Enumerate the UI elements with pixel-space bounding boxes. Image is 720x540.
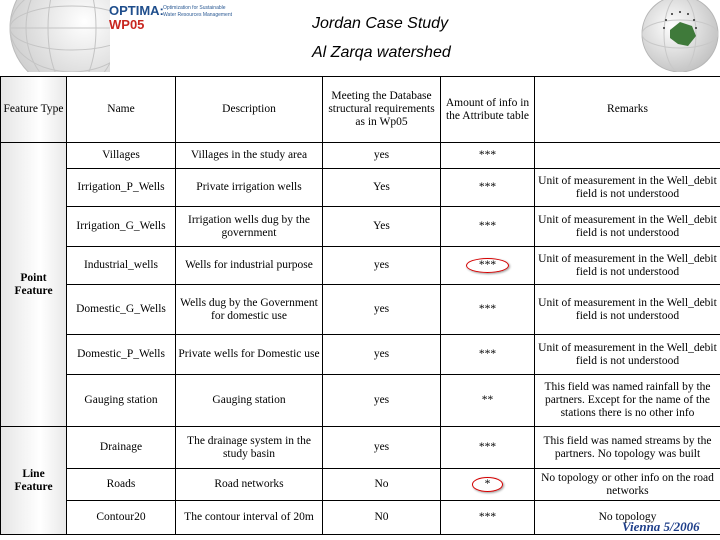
- cell-amount: ***: [441, 285, 535, 335]
- cell-amount: [441, 247, 535, 285]
- cell-meeting: No: [323, 469, 441, 501]
- tagline-line2: Water Resources Management: [163, 12, 233, 18]
- table-row: [1, 285, 720, 335]
- slide-header: [0, 0, 720, 72]
- tagline-line1: Optimization for Sustainable: [163, 5, 226, 11]
- brand-workpackage: WP05: [109, 17, 145, 32]
- cell-amount: ***: [441, 501, 535, 535]
- cell-name: Domestic_P_Wells: [67, 335, 176, 375]
- cell-remarks: This field was named rainfall by the partners. Except for the name of the stations there is no other info: [535, 375, 720, 427]
- cell-description: Gauging station: [176, 375, 323, 427]
- cell-description: The contour interval of 20m: [176, 501, 323, 535]
- cell-amount: ***: [441, 427, 535, 469]
- cell-description: Wells dug by the Government for domestic use: [176, 285, 323, 335]
- table-row: [1, 501, 720, 535]
- cell-meeting: Yes: [323, 207, 441, 247]
- cell-description: Irrigation wells dug by the government: [176, 207, 323, 247]
- slide-subtitle: Al Zarqa watershed: [312, 44, 451, 61]
- cell-remarks: No topology: [535, 501, 720, 535]
- cell-meeting: N0: [323, 501, 441, 535]
- cell-meeting: yes: [323, 427, 441, 469]
- brand: [109, 4, 164, 32]
- cell-amount: ***: [441, 335, 535, 375]
- cell-name: Irrigation_P_Wells: [67, 169, 176, 207]
- table-row: [1, 375, 720, 427]
- cell-amount: ***: [441, 143, 535, 169]
- table-row: [1, 469, 720, 501]
- cell-meeting: yes: [323, 335, 441, 375]
- footer-date: Vienna 5/2006: [622, 519, 700, 534]
- table-row: [1, 143, 720, 169]
- cell-name: Irrigation_G_Wells: [67, 207, 176, 247]
- table-row: [1, 207, 720, 247]
- header-remarks: Remarks: [535, 77, 720, 143]
- header-name: Name: [67, 77, 176, 143]
- cell-remarks: [535, 143, 720, 169]
- cell-meeting: yes: [323, 375, 441, 427]
- cell-name: Drainage: [67, 427, 176, 469]
- group-point-feature: Point Feature: [1, 143, 67, 427]
- header-description: Description: [176, 77, 323, 143]
- cell-amount: [441, 469, 535, 501]
- header-amount-info: Amount of info in the Attribute table: [441, 77, 535, 143]
- cell-remarks: Unit of measurement in the Well_debit field is not understood: [535, 169, 720, 207]
- table-row: [1, 247, 720, 285]
- cell-amount: ***: [441, 207, 535, 247]
- cell-remarks: This field was named streams by the partners. No topology was built: [535, 427, 720, 469]
- brand-name: OPTIMA:: [109, 3, 164, 18]
- globe-logo: [0, 0, 110, 72]
- cell-meeting: Yes: [323, 169, 441, 207]
- cell-description: Villages in the study area: [176, 143, 323, 169]
- cell-meeting: yes: [323, 285, 441, 335]
- brand-tagline: [163, 5, 263, 19]
- cell-remarks: Unit of measurement in the Well_debit field is not understood: [535, 247, 720, 285]
- cell-description: Private irrigation wells: [176, 169, 323, 207]
- cell-description: Road networks: [176, 469, 323, 501]
- cell-name: Contour20: [67, 501, 176, 535]
- cell-remarks: Unit of measurement in the Well_debit field is not understood: [535, 207, 720, 247]
- group-line-feature: Line Feature: [1, 427, 67, 535]
- table-row: [1, 427, 720, 469]
- cell-name: Villages: [67, 143, 176, 169]
- cell-description: Wells for industrial purpose: [176, 247, 323, 285]
- slide-title: Jordan Case Study: [312, 15, 449, 32]
- highlight-circle: ***: [466, 258, 509, 273]
- cell-remarks: No topology or other info on the road networks: [535, 469, 720, 501]
- data-table: [0, 76, 720, 535]
- cell-description: The drainage system in the study basin: [176, 427, 323, 469]
- cell-meeting: yes: [323, 247, 441, 285]
- cell-name: Industrial_wells: [67, 247, 176, 285]
- header-meeting-requirements: Meeting the Database structural requirements as in Wp05: [323, 77, 441, 143]
- highlight-circle: *: [472, 477, 504, 492]
- cell-meeting: yes: [323, 143, 441, 169]
- cell-name: Gauging station: [67, 375, 176, 427]
- cell-name: Domestic_G_Wells: [67, 285, 176, 335]
- table-row: [1, 169, 720, 207]
- table-header-row: [1, 77, 720, 143]
- cell-description: Private wells for Domestic use: [176, 335, 323, 375]
- cell-amount: **: [441, 375, 535, 427]
- cell-remarks: Unit of measurement in the Well_debit field is not understood: [535, 285, 720, 335]
- cell-name: Roads: [67, 469, 176, 501]
- cell-remarks: Unit of measurement in the Well_debit field is not understood: [535, 335, 720, 375]
- header-feature-type: Feature Type: [1, 77, 67, 143]
- table-row: [1, 335, 720, 375]
- cell-amount: ***: [441, 169, 535, 207]
- eu-globe-logo: [640, 0, 720, 72]
